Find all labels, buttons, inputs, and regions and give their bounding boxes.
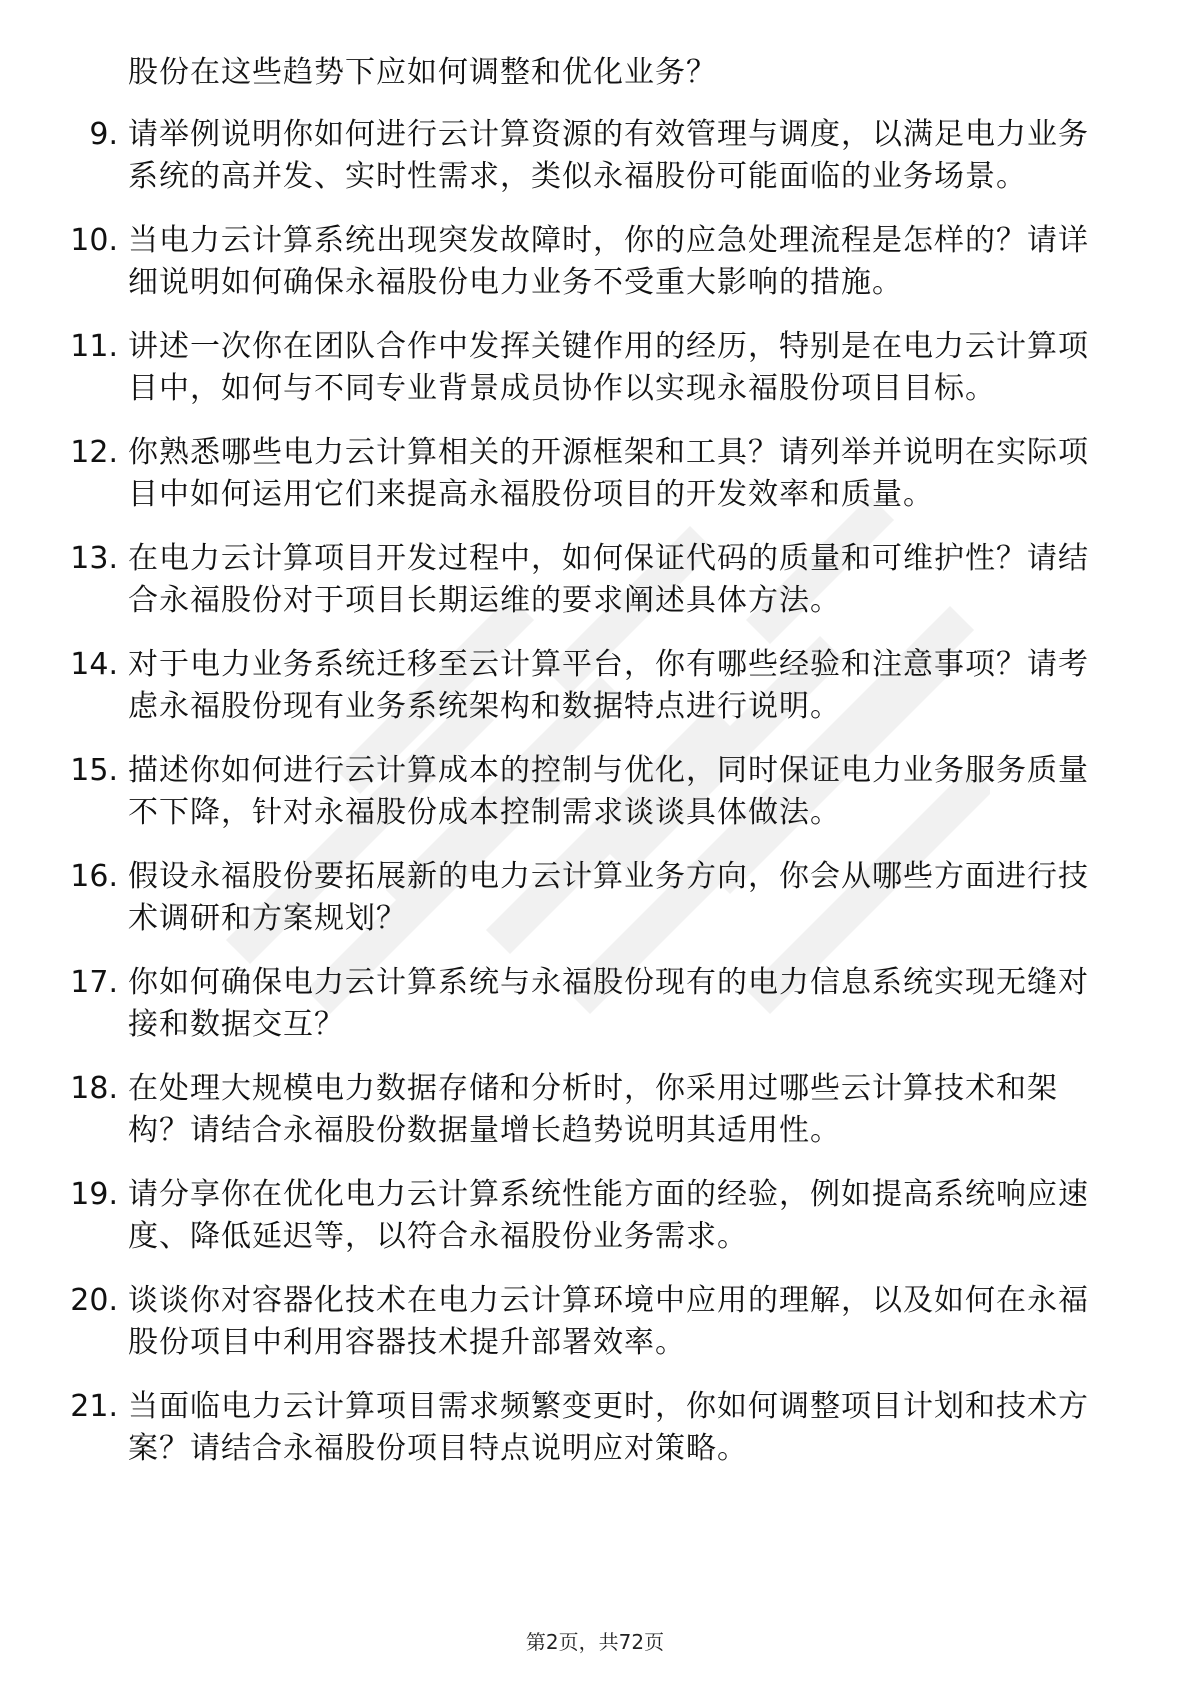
question-number: 11.: [70, 329, 118, 364]
list-item: [0, 538, 1190, 622]
list-item: [0, 326, 1190, 410]
question-text: 在电力云计算项目开发过程中，如何保证代码的质量和可维护性？请结合永福股份对于项目长期运维的要求阐述具体方法。: [128, 541, 1089, 618]
list-item: [0, 1280, 1190, 1364]
question-text: 你熟悉哪些电力云计算相关的开源框架和工具？请列举并说明在实际项目中如何运用它们来提高永福股份项目的开发效率和质量。: [128, 435, 1089, 512]
question-text: 对于电力业务系统迁移至云计算平台，你有哪些经验和注意事项？请考虑永福股份现有业务系统架构和数据特点进行说明。: [128, 647, 1089, 724]
question-text: 你如何确保电力云计算系统与永福股份现有的电力信息系统实现无缝对接和数据交互？: [128, 965, 1089, 1042]
question-number: 14.: [70, 647, 118, 682]
list-item: [0, 220, 1190, 304]
question-number: 10.: [70, 223, 118, 258]
question-number: 21.: [70, 1389, 118, 1424]
question-text: 描述你如何进行云计算成本的控制与优化，同时保证电力业务服务质量不下降，针对永福股份成本控制需求谈谈具体做法。: [128, 753, 1089, 830]
question-list: [0, 114, 1190, 1492]
question-text: 在处理大规模电力数据存储和分析时，你采用过哪些云计算技术和架构？请结合永福股份数据量增长趋势说明其适用性。: [128, 1071, 1058, 1148]
list-item: [0, 1386, 1190, 1470]
question-text: 讲述一次你在团队合作中发挥关键作用的经历，特别是在电力云计算项目中，如何与不同专业背景成员协作以实现永福股份项目目标。: [128, 329, 1089, 406]
continuation-text: 股份在这些趋势下应如何调整和优化业务？: [128, 55, 717, 90]
question-text: 请举例说明你如何进行云计算资源的有效管理与调度，以满足电力业务系统的高并发、实时性需求，类似永福股份可能面临的业务场景。: [128, 117, 1089, 194]
list-item: [0, 432, 1190, 516]
list-item: [0, 962, 1190, 1046]
list-item: [0, 644, 1190, 728]
page-footer: 第2页，共72页: [525, 1630, 665, 1654]
question-text: 谈谈你对容器化技术在电力云计算环境中应用的理解，以及如何在永福股份项目中利用容器技术提升部署效率。: [128, 1283, 1089, 1360]
question-number: 12.: [70, 435, 118, 470]
list-item: [0, 856, 1190, 940]
list-item: [0, 1068, 1190, 1152]
question-number: 17.: [70, 965, 118, 1000]
question-number: 9.: [89, 117, 118, 152]
question-number: 13.: [70, 541, 118, 576]
question-number: 18.: [70, 1071, 118, 1106]
question-text: 假设永福股份要拓展新的电力云计算业务方向，你会从哪些方面进行技术调研和方案规划？: [128, 859, 1089, 936]
list-item: [0, 1174, 1190, 1258]
question-text: 当面临电力云计算项目需求频繁变更时，你如何调整项目计划和技术方案？请结合永福股份项目特点说明应对策略。: [128, 1389, 1089, 1466]
question-number: 20.: [70, 1283, 118, 1318]
list-item: [0, 114, 1190, 198]
question-number: 15.: [70, 753, 118, 788]
question-number: 16.: [70, 859, 118, 894]
question-text: 请分享你在优化电力云计算系统性能方面的经验，例如提高系统响应速度、降低延迟等，以符合永福股份业务需求。: [128, 1177, 1089, 1254]
question-number: 19.: [70, 1177, 118, 1212]
question-text: 当电力云计算系统出现突发故障时，你的应急处理流程是怎样的？请详细说明如何确保永福股份电力业务不受重大影响的措施。: [128, 223, 1089, 300]
list-item: [0, 750, 1190, 834]
